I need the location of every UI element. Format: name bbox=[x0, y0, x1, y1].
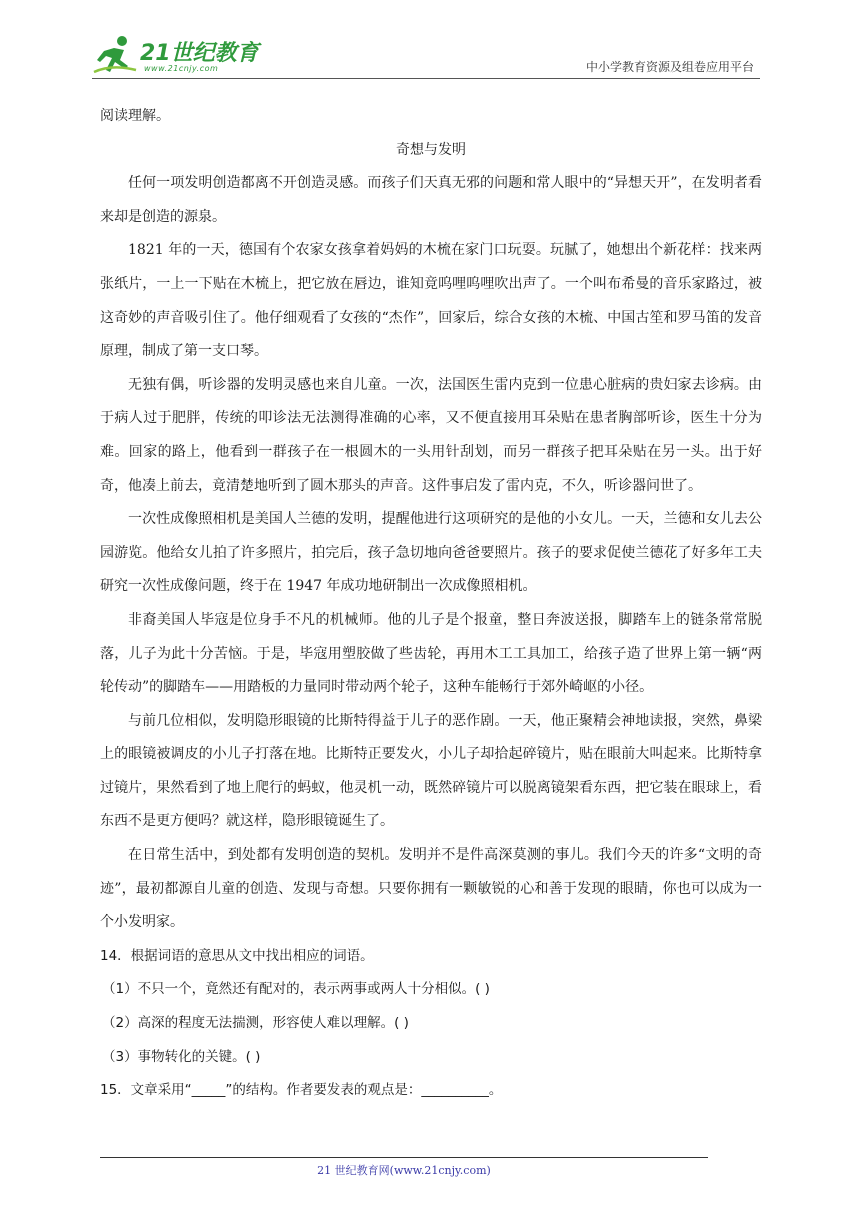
section-intro: 阅读理解。 bbox=[100, 108, 170, 124]
article-title: 奇想与发明 bbox=[396, 141, 466, 158]
runner-logo-icon bbox=[92, 34, 138, 76]
paragraph: 无独有偶，听诊器的发明灵感也来自儿童。一次，法国医生雷内克到一位患心脏病的贵妇家去诊病。由于病人过于肥胖，传统的叩诊法无法测得准确的心率，又不便直接用耳朵贴在患者胸部听诊，医生十分为难。回家的路上，他看到一群孩子在一根圆木的一头用针刮划，而另一群孩子把耳朵贴在另一头。出于好奇，他凑上前去，竟清楚地听到了圆木那头的声音。这件事启发了雷内克，不久，听诊器问世了。 bbox=[100, 376, 762, 494]
platform-name: 中小学教育资源及组卷应用平台 bbox=[585, 60, 754, 74]
paragraph: 1821 年的一天，德国有个农家女孩拿着妈妈的木梳在家门口玩耍。玩腻了，她想出个新花样：找来两张纸片，一上一下贴在木梳上，把它放在唇边，谁知竟呜哩呜哩吹出声了。一个叫布希曼的音乐家路过，被这奇妙的声音吸引住了。他仔细观看了女孩的“杰作”，回家后，综合女孩的木梳、中国古笙和罗马笛的发音原理，制成了第一支口琴。 bbox=[100, 242, 762, 360]
paragraph: 任何一项发明创造都离不开创造灵感。而孩子们天真无邪的问题和常人眼中的“异想天开”，在发明者看来却是创造的源泉。 bbox=[100, 175, 762, 225]
logo bbox=[92, 32, 262, 78]
footer-divider bbox=[100, 1157, 708, 1158]
page-header bbox=[92, 32, 760, 78]
footer-text: 21 世纪教育网(www.21cnjy.com) bbox=[317, 1164, 491, 1177]
question-14: 14．根据词语的意思从文中找出相应的词语。 bbox=[100, 947, 374, 964]
question-14-2: （2）高深的程度无法揣测，形容使人难以理解。( ) bbox=[102, 1015, 409, 1032]
question-14-1: （1）不只一个，竟然还有配对的，表示两事或两人十分相似。( ) bbox=[102, 981, 490, 998]
paragraph: 与前几位相似，发明隐形眼镜的比斯特得益于儿子的恶作剧。一天，他正聚精会神地读报，突然，鼻梁上的眼镜被调皮的小儿子打落在地。比斯特正要发火，小儿子却拾起碎镜片，贴在眼前大叫起来。比斯特拿过镜片，果然看到了地上爬行的蚂蚁，他灵机一动，既然碎镜片可以脱离镜架看东西，把它装在眼球上，看东西不是更方便吗？就这样，隐形眼镜诞生了。 bbox=[100, 712, 762, 830]
paragraph: 在日常生活中，到处都有发明创造的契机。发明并不是件高深莫测的事儿。我们今天的许多“文明的奇迹”，最初都源自儿童的创造、发现与奇想。只要你拥有一颗敏锐的心和善于发现的眼睛，你也可以成为一个小发明家。 bbox=[100, 847, 762, 931]
paragraph: 一次性成像照相机是美国人兰德的发明，提醒他进行这项研究的是他的小女儿。一天，兰德和女儿去公园游览。他给女儿拍了许多照片，拍完后，孩子急切地向爸爸要照片。孩子的要求促使兰德花了好多年工夫研究一次性成像问题，终于在 1947 年成功地研制出一次成像照相机。 bbox=[100, 511, 762, 595]
logo-url: www.21cnjy.com bbox=[144, 64, 219, 73]
question-14-3: （3）事物转化的关键。( ) bbox=[102, 1048, 261, 1065]
document-body bbox=[100, 100, 762, 1108]
question-15: 15．文章采用“_____”的结构。作者要发表的观点是：__________。 bbox=[100, 1082, 503, 1099]
header-divider bbox=[92, 78, 760, 79]
paragraph: 非裔美国人毕寇是位身手不凡的机械师。他的儿子是个报童，整日奔波送报，脚踏车上的链条常常脱落，儿子为此十分苦恼。于是，毕寇用塑胶做了些齿轮，再用木工工具加工，给孩子造了世界上第一辆“两轮传动”的脚踏车——用踏板的力量同时带动两个轮子，这种车能畅行于郊外崎岖的小径。 bbox=[100, 611, 762, 696]
logo-text: 21世纪教育 bbox=[140, 41, 259, 66]
